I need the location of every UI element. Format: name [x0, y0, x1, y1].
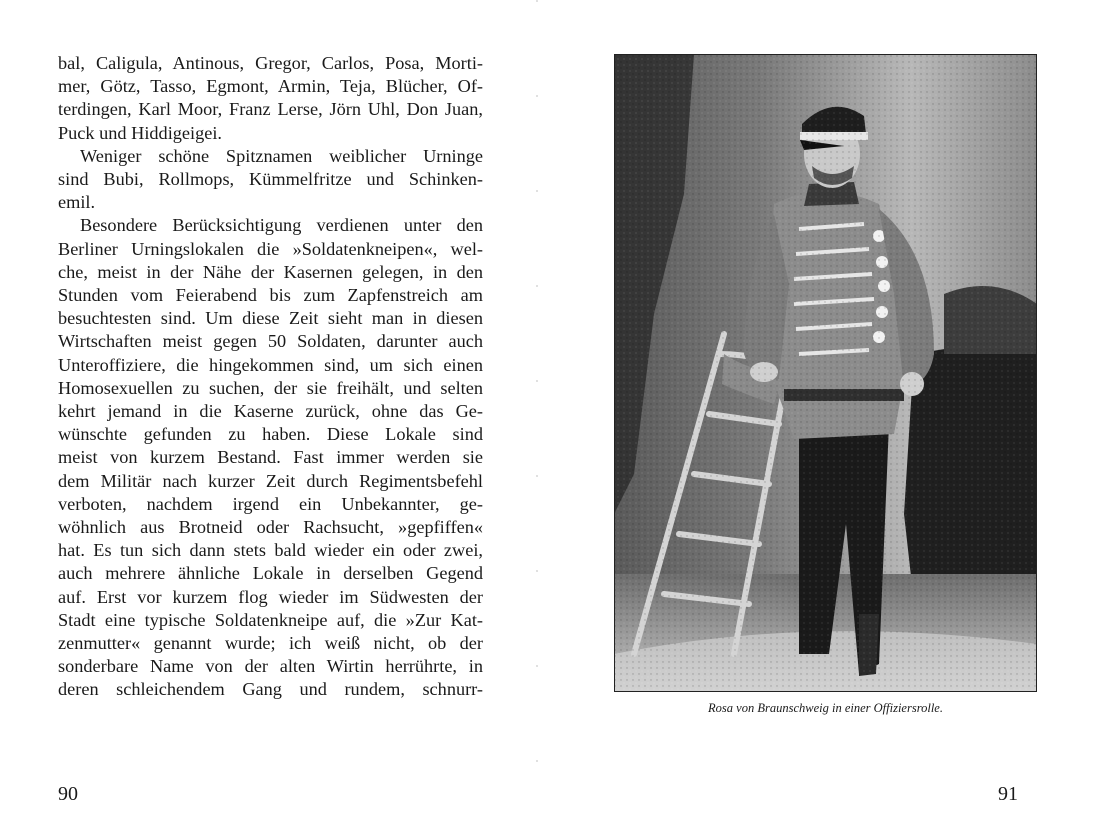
text-line: deren schleichendem Gang und rundem, schnurr-	[58, 679, 483, 700]
text-line: sonderbare Name von der alten Wirtin herrührte, in	[58, 656, 483, 677]
text-line: wöhnlich aus Brotneid oder Rachsucht, »gepfiffen«	[58, 517, 483, 538]
text-line: emil.	[58, 192, 96, 213]
text-line: wünschte gefunden zu haben. Diese Lokale sind	[58, 424, 483, 445]
text-line: meist von kurzem Bestand. Fast immer werden sie	[58, 447, 483, 468]
text-line: sind Bubi, Rollmops, Kümmelfritze und Schinken-	[58, 169, 483, 190]
text-line: auch mehrere ähnliche Lokale in derselben Gegend	[58, 563, 483, 584]
text-line: Unteroffiziere, die hingekommen sind, um sich einen	[58, 354, 483, 375]
text-line: dem Militär nach kurzer Zeit durch Regimentsbefehl	[58, 470, 483, 491]
text-line: terdingen, Karl Moor, Franz Lerse, Jörn Uhl, Don Juan,	[58, 99, 483, 120]
text-line: bal, Caligula, Antinous, Gregor, Carlos, Posa, Morti-	[58, 53, 483, 73]
left-page	[0, 0, 537, 816]
text-line: Stunden vom Feierabend bis zum Zapfenstreich am	[58, 285, 483, 306]
text-line: Wirtschaften meist gegen 50 Soldaten, darunter auch	[58, 331, 483, 352]
text-line: besuchtesten sind. Um diese Zeit sieht man in diesen	[58, 308, 483, 329]
right-page	[538, 0, 1103, 816]
text-line: Besondere Berücksichtigung verdienen unter den	[80, 215, 483, 236]
text-line: auf. Erst vor kurzem flog wieder im Südwesten der	[58, 586, 483, 607]
page-number-left: 90	[58, 783, 78, 805]
text-line: mer, Götz, Tasso, Egmont, Armin, Teja, Blücher, Of-	[58, 76, 483, 97]
photo-caption: Rosa von Braunschweig in einer Offiziersrolle.	[708, 701, 943, 715]
body-text	[58, 52, 483, 702]
text-line: Berliner Urningslokalen die »Soldatenkneipen«, wel-	[58, 238, 483, 259]
officer-photograph	[614, 54, 1037, 692]
text-line: Puck und Hiddigeigei.	[58, 122, 223, 143]
text-line: Stadt eine typische Soldatenkneipe auf, die »Zur Kat-	[58, 609, 483, 630]
text-line: verboten, nachdem irgend ein Unbekannter, ge-	[58, 493, 483, 514]
page-number-right: 91	[998, 783, 1018, 805]
text-line: zenmutter« genannt wurde; ich weiß nicht, ob der	[58, 633, 483, 654]
text-line: Homosexuellen zu suchen, der sie freihält, und selten	[58, 377, 483, 398]
text-line: Weniger schöne Spitznamen weiblicher Urninge	[80, 145, 483, 166]
text-line: kehrt jemand in die Kaserne zurück, ohne das Ge-	[58, 401, 483, 422]
text-line: che, meist in der Nähe der Kasernen gelegen, in den	[58, 261, 483, 282]
text-line: hat. Es tun sich dann stets bald wieder ein oder zwei,	[58, 540, 483, 561]
